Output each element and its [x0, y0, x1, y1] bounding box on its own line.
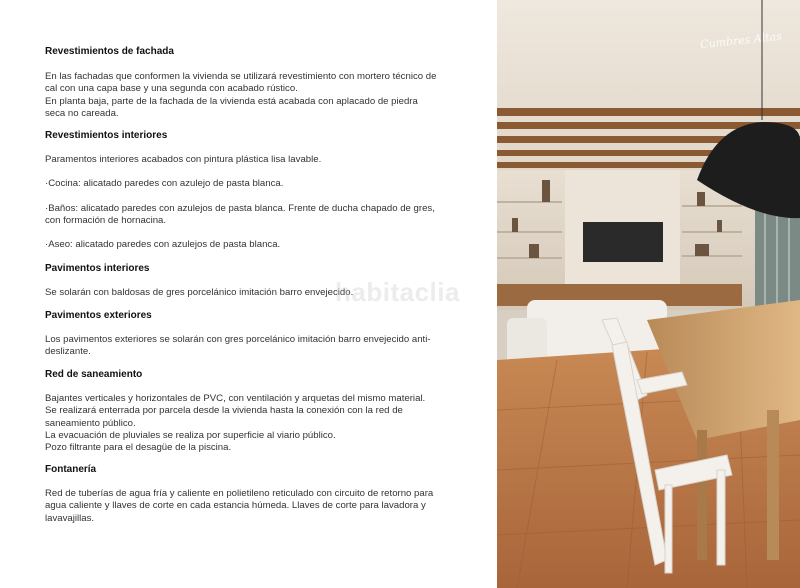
brand-signature: Cumbres Altas [699, 29, 783, 52]
section-exterior-flooring [45, 310, 440, 359]
section-paragraph: Paramentos interiores acabados con pintura plástica lisa lavable. [45, 154, 322, 166]
section-title: Red de saneamiento [45, 369, 143, 380]
watermark: habitaclia [335, 277, 460, 307]
interior-photo [497, 0, 800, 588]
section-paragraph: Bajantes verticales y horizontales de PVC, con ventilación y arquetas del mismo material. Se realizará enterrada por parcela desde la vivienda hasta la conexión con la red de saneamiento público. La evacuación de pluviales se realiza por superficie al viario público. Pozo filtrante para el desagüe de la piscina. [45, 393, 426, 454]
section-paragraph: ·Cocina: alicatado paredes con azulejo de pasta blanca. [45, 178, 284, 190]
section-paragraph: Red de tuberías de agua fría y caliente en polietileno reticulado con circuito de retorno para agua caliente y llaves de corte en cada estancia húmeda. Llaves de corte para lavadora y lavavajillas. [45, 488, 434, 524]
section-title: Revestimientos interiores [45, 130, 168, 141]
section-title: Fontanería [45, 464, 97, 475]
section-sanitation [45, 369, 440, 454]
section-interior-coatings [45, 130, 440, 251]
section-title: Revestimientos de fachada [45, 46, 174, 57]
section-facade [45, 46, 440, 120]
section-paragraph: ·Aseo: alicatado paredes con azulejos de pasta blanca. [45, 239, 281, 251]
section-paragraph: Los pavimentos exteriores se solarán con gres porcelánico imitación barro envejecido anti-deslizante. [45, 334, 431, 358]
section-title: Pavimentos interiores [45, 263, 150, 274]
section-title: Pavimentos exteriores [45, 310, 152, 321]
section-paragraph: Se solarán con baldosas de gres porcelánico imitación barro envejecido. [45, 287, 354, 299]
section-paragraph: En las fachadas que conformen la vivienda se utilizará revestimiento con mortero técnico de cal con una capa base y una segunda con acabado rústico. En planta baja, parte de la fachada de la vivienda está acabada con aplacado de piedra seca no careada. [45, 71, 437, 119]
section-plumbing [45, 464, 440, 525]
section-paragraph: ·Baños: alicatado paredes con azulejos de pasta blanca. Frente de ducha chapado de gres, con formación de hornacina. [45, 202, 435, 226]
living-room-illustration [497, 0, 800, 588]
